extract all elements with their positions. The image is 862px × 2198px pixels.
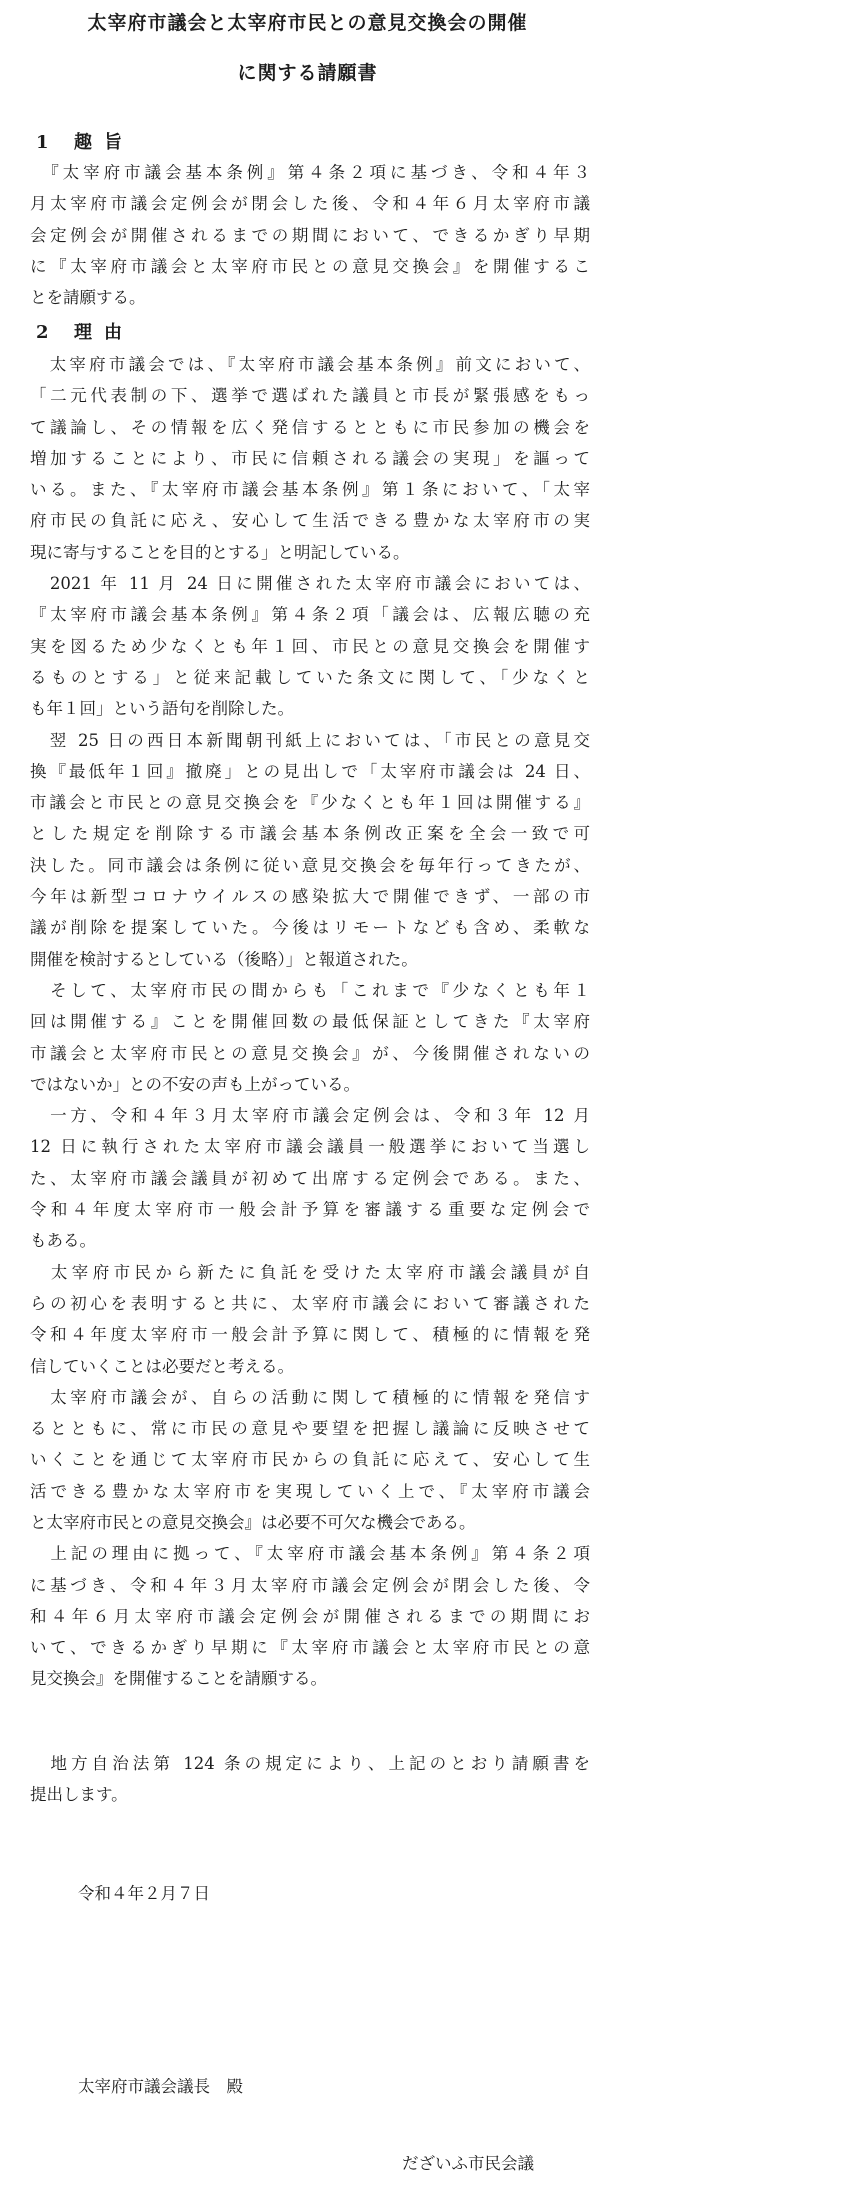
body-line: 市議会と太宰府市民との意見交換会』が、今後開催されないの [30,1043,590,1063]
body-line: 会定例会が開催されるまでの期間において、できるかぎり早期 [30,225,590,245]
section-2-number: 2 [36,322,49,343]
body-line: 『太宰府市議会基本条例』第４条２項に基づき、令和４年３ [30,163,590,182]
body-line: いる。また、『太宰府市議会基本条例』第１条において、「太宰 [30,480,590,500]
body-line: も年１回」という語句を削除した。 [30,699,294,719]
body-line: 『太宰府市議会基本条例』第４条２項「議会は、広報広聴の充 [30,605,590,625]
body-line: に『太宰府市議会と太宰府市民との意見交換会』を開催するこ [30,256,590,276]
section-1-number: 1 [36,132,49,153]
body-line: 月太宰府市議会定例会が閉会した後、令和４年６月太宰府市議 [30,194,590,214]
body-line: 活できる豊かな太宰府市を実現していく上で、『太宰府市議会 [30,1481,590,1501]
body-line: るとともに、常に市民の意見や要望を把握し議論に反映させて [30,1419,590,1439]
body-line: 市議会と市民との意見交換会を『少なくとも年１回は開催する』 [30,793,590,813]
body-line: た、太宰府市議会議員が初めて出席する定例会である。また、 [30,1168,590,1188]
body-line: 上記の理由に拠って、『太宰府市議会基本条例』第４条２項 [30,1544,590,1564]
document-title-line-1: 太宰府市議会と太宰府市民との意見交換会の開催 [87,12,528,34]
section-2-heading [36,318,134,344]
body-line: 今年は新型コロナウイルスの感染拡大で開催できず、一部の市 [30,887,590,907]
body-line: もある。 [30,1231,96,1251]
body-line: 現に寄与することを目的とする」と明記している。 [30,542,410,562]
body-line: 令和４年度太宰府市一般会計予算に関して、積極的に情報を発 [30,1325,590,1345]
body-line: 太宰府市民から新たに負託を受けた太宰府市議会議員が自 [30,1262,590,1282]
body-line: 提出します。 [30,1785,128,1805]
body-line: て議論し、その情報を広く発信するとともに市民参加の機会を [30,417,590,437]
body-line: 府市民の負託に応え、安心して生活できる豊かな太宰府市の実 [30,511,590,531]
body-line: 決した。同市議会は条例に従い意見交換会を毎年行ってきたが、 [30,855,590,875]
body-line: いくことを通じて太宰府市民からの負託に応えて、安心して生 [30,1450,590,1470]
body-line: 2021 年 11 月 24 日に開催された太宰府市議会においては、 [30,574,590,594]
body-line: とを請願する。 [30,288,146,308]
body-line: 回は開催する』ことを開催回数の最低保証としてきた『太宰府 [30,1012,590,1032]
body-line: 換『最低年１回』撤廃」との見出しで「太宰府市議会は 24 日、 [30,761,590,781]
body-line: 太宰府市議会が、自らの活動に関して積極的に情報を発信す [30,1387,590,1407]
body-line: 和４年６月太宰府市議会定例会が開催されるまでの期間にお [30,1606,590,1626]
body-line: ではないか」との不安の声も上がっている。 [30,1074,360,1094]
body-line: 見交換会』を開催することを請願する。 [30,1669,327,1689]
body-line: 増加することにより、市民に信頼される議会の実現」を謳って [30,448,590,468]
body-line: 太宰府市議会では、『太宰府市議会基本条例』前文において、 [30,355,590,374]
body-line: いて、できるかぎり早期に『太宰府市議会と太宰府市民との意 [30,1638,590,1658]
body-line: るものとする」と従来記載していた条文に関して、「少なくと [30,667,590,687]
body-line: らの初心を表明すると共に、太宰府市議会において審議された [30,1293,590,1313]
body-line: 開催を検討するとしている（後略）」と報道された。 [30,949,418,969]
section-1-title: 趣旨 [74,132,134,153]
body-line: 信していくことは必要だと考える。 [30,1356,294,1376]
body-line: そして、太宰府市民の間からも「これまで『少なくとも年１ [30,980,590,1000]
closing-statement [30,1748,590,1811]
petition-date: 令和４年２月７日 [78,1884,210,1903]
body-line: とした規定を削除する市議会基本条例改正案を全会一致で可 [30,824,590,844]
section-2-title: 理由 [74,322,134,343]
body-line: に基づき、令和４年３月太宰府市議会定例会が閉会した後、令 [30,1575,590,1595]
petitioner-name: だざいふ市民会議 [402,2154,534,2173]
body-line: 12 日に執行された太宰府市議会議員一般選挙において当選し [30,1137,590,1157]
body-line: 議が削除を提案していた。今後はリモートなども含め、柔軟な [30,918,590,938]
body-line: と太宰府市民との意見交換会』は必要不可欠な機会である。 [30,1512,476,1532]
section-1-heading [36,128,134,154]
document-title-line-2: に関する請願書 [237,62,378,84]
body-line: 令和４年度太宰府市一般会計予算を審議する重要な定例会で [30,1200,590,1220]
addressee: 太宰府市議会議長 殿 [78,2077,243,2096]
body-line: 実を図るため少なくとも年１回、市民との意見交換会を開催す [30,636,590,656]
section-1-body [30,157,590,313]
body-line: 「二元代表制の下、選挙で選ばれた議員と市長が緊張感をもっ [30,386,590,406]
body-line: 翌 25 日の西日本新聞朝刊紙上においては、「市民との意見交 [30,730,590,750]
body-line: 一方、令和４年３月太宰府市議会定例会は、令和３年 12 月 [30,1106,590,1126]
section-2-body [30,349,590,1695]
body-line: 地方自治法第 124 条の規定により、上記のとおり請願書を [30,1754,590,1773]
